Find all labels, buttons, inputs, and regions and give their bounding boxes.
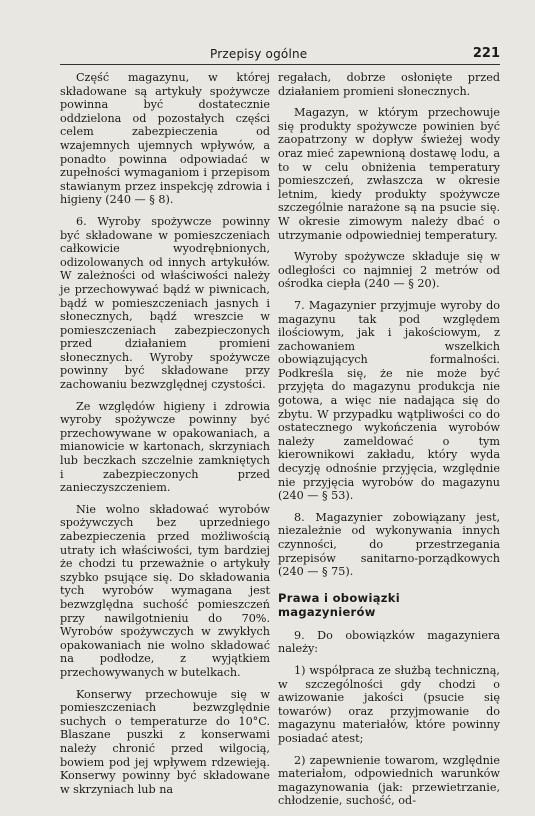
paragraph: Nie wolno składować wyrobów spożywczych bez uprzedniego zabezpieczenia przed możliwością utraty ich właściwości, tym bardziej że chodzi tu przeważnie o artykuły szybko psujące się. Do składowania tych wyrobów wymagana jest bezwzględna suchość pomieszczeń przy nawilgotnieniu do 70%. Wyrobów spożywczych w zwykłych opakowaniach nie wolno składować na podłodze, z wyjątkiem przechowywanych w butelkach. [60,502,270,679]
list-item: 1) współpraca ze służbą techniczną, w szczególności gdy chodzi o awizowanie jakości (psucie się towarów) oraz przyjmowanie do magazynu materiałów, które powinny posiadać atest; [278,663,500,745]
paragraph: 9. Do obowiązków magazyniera należy: [278,628,500,656]
paragraph: Konserwy przechowuje się w pomieszczeniach bezwzględnie suchych o temperaturze do 10°C. Blaszane puszki z konserwami należy chronić przed wilgocią, bowiem pod jej wpływem rdzewieją. Konserwy powinny być składowane w skrzyniach lub na [60,687,270,796]
page-number: 221 [472,46,500,61]
list-item: 2) zapewnienie towarom, względnie materiałom, odpowiednich warunków magazynowania (jak: przewietrzanie, chłodzenie, suchość, od- [278,753,500,808]
paragraph: Ze względów higieny i zdrowia wyroby spożywcze powinny być przechowywane w opakowaniach, a mianowicie w kartonach, skrzyniach lub beczkach szczelnie zamkniętych i zabezpieczonych przed zanieczyszczeniem. [60,399,270,495]
right-column [278,71,500,816]
page-header [60,44,500,65]
paragraph: Wyroby spożywcze składuje się w odległości co najmniej 2 metrów od ośrodka ciepła (240 — § 20). [278,250,500,291]
paragraph: regałach, dobrze osłonięte przed działaniem promieni słonecznych. [278,71,500,98]
paragraph: 7. Magazynier przyjmuje wyroby do magazynu tak pod względem ilościowym, jak i jakościowym, z zachowaniem wszelkich obowiązujących formalności. Podkreśla się, że nie może być przyjęta do magazynu produkcja nie gotowa, a więc nie nadająca się do zbytu. W przypadku wątpliwości co do ostatecznego wykończenia wyrobów należy zameldować o tym kierownikowi zakładu, który wyda decyzję odnośnie przyjęcia, względnie nie przyjęcia wyrobów do magazynu (240 — § 53). [278,298,500,503]
paragraph: 6. Wyroby spożywcze powinny być składowane w pomieszczeniach całkowicie wyodrębnionych, odizolowanych od innych artykułów. W zależności od właściwości należy je przechowywać bądź w piwnicach, bądź w pomieszczeniach jasnych i słonecznych, bądź wreszcie w pomieszczeniach zabezpieczonych przed działaniem promieni słonecznych. Wyroby spożywcze powinny być składowane przy zachowaniu bezwzględnej czystości. [60,214,270,392]
running-title: Przepisy ogólne [210,47,308,61]
left-column [60,71,270,804]
paragraph: Magazyn, w którym przechowuje się produkty spożywcze powinien być zaopatrzony w dopływ świeżej wody oraz mieć zapewnioną dostawę lodu, a to w celu obniżenia temperatury pomieszczeń, zwłaszcza w okresie letnim, kiedy produkty spożywcze szczególnie narażone są na psucie się. W okresie zimowym należy dbać o utrzymanie odpowiedniej temperatury. [278,106,500,242]
paragraph: 8. Magazynier zobowiązany jest, niezależnie od wykonywania innych czynności, do przestrzegania przepisów sanitarno-porządkowych (240 — § 75). [278,510,500,579]
section-heading: Prawa i obowiązki magazynierów [278,590,400,619]
paragraph: Część magazynu, w której składowane są artykuły spożywcze powinna być dostatecznie oddzielona od pozostałych części celem zabezpieczenia od wzajemnych ujemnych wpływów, a ponadto powinna odpowiadać w zupełności wymaganiom i przepisom stawianym przez inspekcję zdrowia i higieny (240 — § 8). [60,71,270,207]
